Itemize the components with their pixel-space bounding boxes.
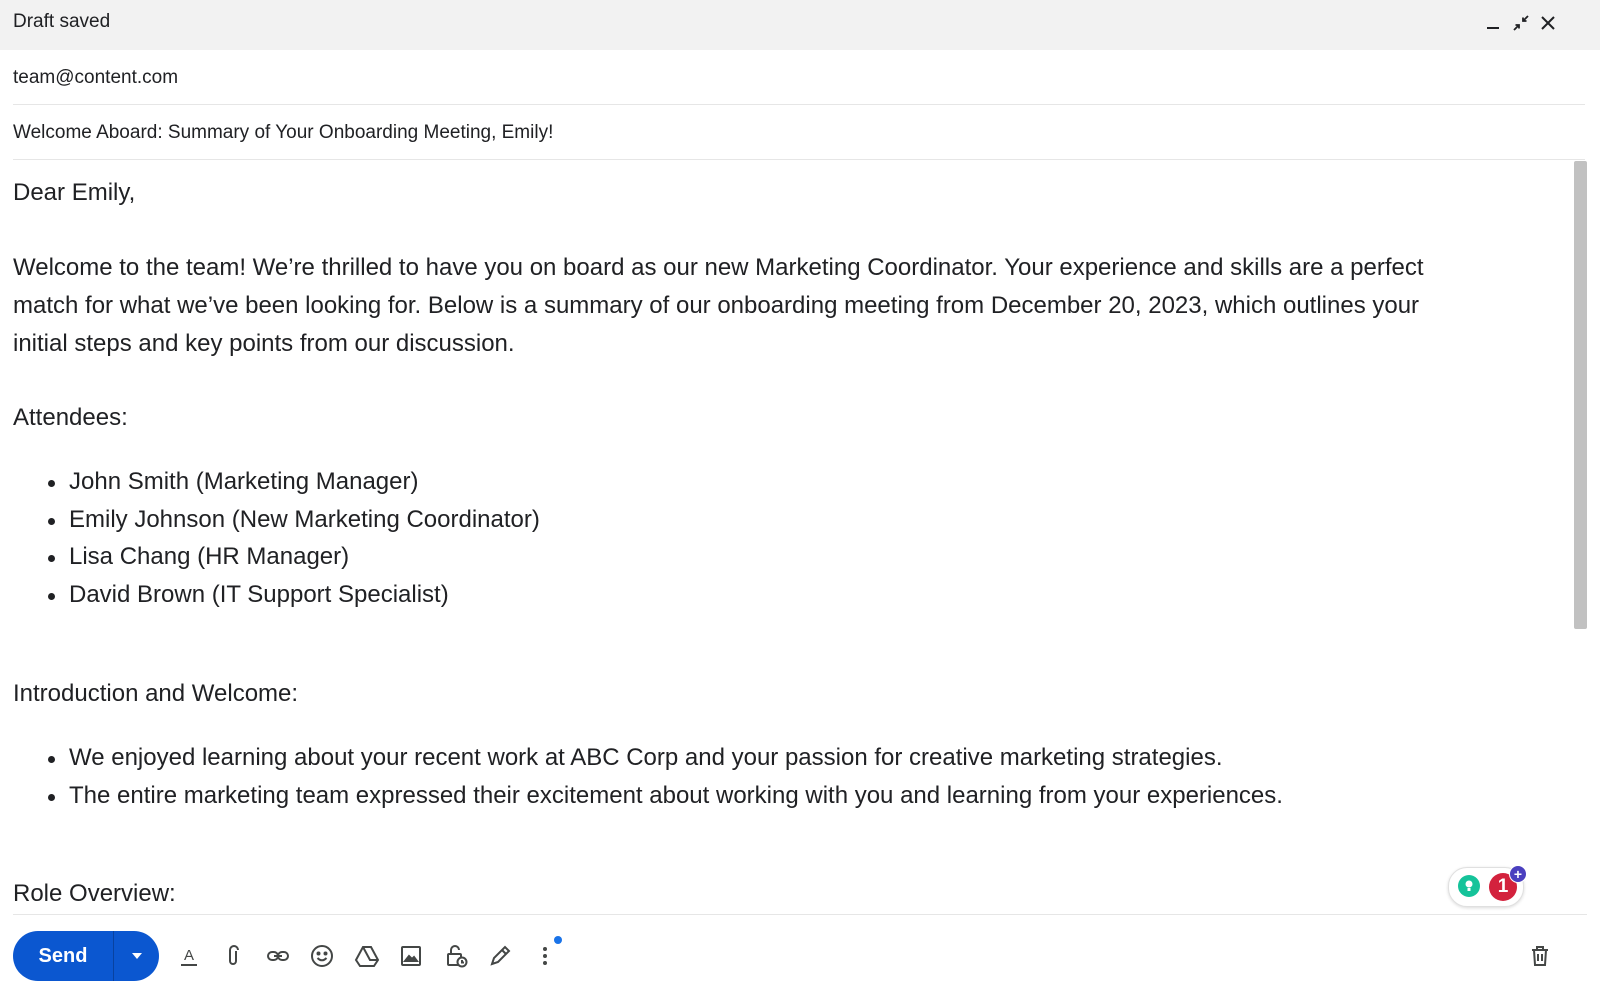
- emoji-icon[interactable]: [306, 940, 338, 972]
- footer-divider: [13, 914, 1587, 915]
- compose-title-bar: [0, 0, 1600, 50]
- send-button-group: [13, 931, 159, 981]
- list-item: Emily Johnson (New Marketing Coordinator): [13, 501, 540, 539]
- list-item: Lisa Chang (HR Manager): [13, 538, 540, 576]
- svg-text:A: A: [183, 947, 195, 964]
- photo-icon[interactable]: [395, 940, 427, 972]
- signature-pen-icon[interactable]: [484, 940, 516, 972]
- grammarly-plus-icon: +: [1509, 865, 1527, 883]
- list-item: We enjoyed learning about your recent work at ABC Corp and your passion for creative marketing strategies.: [13, 739, 1283, 777]
- schedule-send-dropdown[interactable]: [114, 931, 159, 981]
- grammarly-bulb-icon: [1458, 875, 1480, 897]
- trash-icon[interactable]: [1524, 940, 1556, 972]
- exit-fullscreen-icon[interactable]: [1508, 10, 1534, 36]
- welcome-points-list: [13, 739, 1283, 814]
- intro-line-1: Welcome to the team! We’re thrilled to have you on board as our new Marketing Coordinator. Your experience and skills are a perfect: [13, 254, 1424, 281]
- list-item: David Brown (IT Support Specialist): [13, 576, 540, 614]
- attendees-heading: Attendees:: [13, 404, 128, 431]
- close-icon[interactable]: [1535, 10, 1561, 36]
- list-item: The entire marketing team expressed their excitement about working with you and learning from your experiences.: [13, 777, 1283, 815]
- to-field[interactable]: [13, 50, 1585, 105]
- subject-field[interactable]: [13, 105, 1585, 160]
- role-heading: Role Overview:: [13, 880, 176, 907]
- list-item: John Smith (Marketing Manager): [13, 463, 540, 501]
- chevron-down-icon: [130, 951, 144, 961]
- draft-status-title: Draft saved: [13, 11, 111, 32]
- recipient-email: team@content.com: [13, 67, 179, 88]
- intro-line-2: match for what we’ve been looking for. Below is a summary of our onboarding meeting from December 20, 2023, which outlines your: [13, 292, 1420, 319]
- welcome-heading: Introduction and Welcome:: [13, 680, 299, 707]
- attach-icon[interactable]: [217, 940, 249, 972]
- intro-line-3: initial steps and key points from our discussion.: [13, 330, 515, 357]
- attendees-list: [13, 463, 540, 613]
- body-scrollbar[interactable]: [1574, 161, 1587, 629]
- send-button[interactable]: Send: [38, 945, 88, 967]
- minimize-icon[interactable]: [1480, 10, 1506, 36]
- message-body[interactable]: [13, 161, 1573, 915]
- grammarly-widget[interactable]: [1448, 867, 1524, 907]
- more-options-icon[interactable]: [529, 940, 561, 972]
- text-format-icon[interactable]: [173, 940, 205, 972]
- confidential-lock-icon[interactable]: [440, 940, 472, 972]
- greeting: Dear Emily,: [13, 179, 136, 206]
- drive-icon[interactable]: [351, 940, 383, 972]
- notification-dot: [554, 936, 562, 944]
- subject-text: Welcome Aboard: Summary of Your Onboarding Meeting, Emily!: [13, 122, 554, 143]
- link-icon[interactable]: [262, 940, 294, 972]
- grammarly-issue-count: 1: [1489, 873, 1517, 901]
